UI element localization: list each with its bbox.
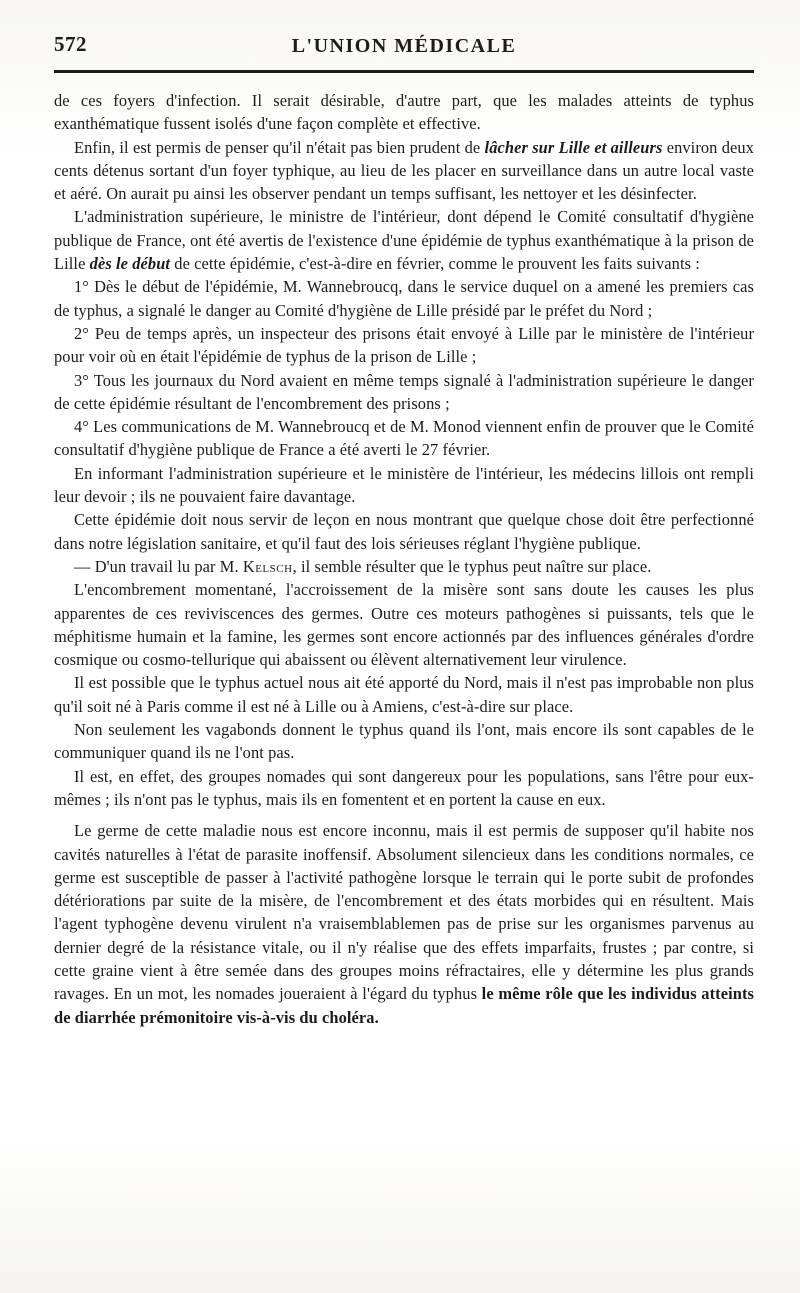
page-header [54,28,754,64]
paragraph-1: de ces foyers d'infection. Il serait désirable, d'autre part, que les malades atteints de typhus exanthématique fussent isolés d'une façon complète et effective. [54,91,754,134]
paragraph-5: Cette épidémie doit nous servir de leçon en nous montrant que quelque chose doit être perfectionné dans notre législation sanitaire, et qu'il faut des lois sérieuses réglant l'hygiène publique. [54,510,754,553]
italic-phrase: lâcher sur Lille et ailleurs [484,137,663,157]
paragraph-11: Le germe de cette maladie nous est encore inconnu, mais il est permis de supposer qu'il habite nos cavités naturelles à l'état de parasite inoffensif. Absolument silencieux dans les conditions normales, ce germe est susceptible de passer à l'activité pathogène lorsque le terrain qui le porte subit de profondes détériorations par suite de la misère, de l'encombrement et des états morbides qui en résultent. Mais l'agent typhogène devenu virulent n'a vraisemblablemen pas de prise sur les organismes parvenus au dernier degré de la résistance vitale, ou il n'y réalise que des effets imparfaits, frustes ; par contre, si cette graine vient à être semée dans des groupes moins réfractaires, elle y détermine les plus grands ravages. En un mot, les nomades joueraient à l'égard du typhus le même rôle que les individus atteints de diarrhée prémonitoire vis-à-vis du choléra. [54,821,754,1027]
paragraph-3: L'administration supérieure, le ministre de l'intérieur, dont dépend le Comité consultatif d'hygiène publique de France, ont été avertis de l'existence d'une épidémie de typhus exanthématique à la prison de Lille dès le début de cette épidémie, c'est-à-dire en février, comme le prouvent les faits suivants : [54,207,754,274]
paragraph-2: Enfin, il est permis de penser qu'il n'était pas bien prudent de lâcher sur Lille et ailleurs environ deux cents détenus sortant d'un foyer typhique, au lieu de les placer en surveillance dans un autre local vaste et aéré. On aurait pu ainsi les observer pendant un temps suffisant, les nettoyer et les désinfecter. [54,137,755,204]
page-number: 572 [54,32,87,56]
bold-conclusion: le même rôle que les individus atteints de diarrhée prémonitoire vis-à-vis du choléra. [54,984,754,1027]
paragraph-9: Non seulement les vagabonds donnent le typhus quand ils l'ont, mais encore ils sont capables de le communiquer quand ils ne l'ont pas. [54,720,754,763]
italic-phrase: dès le début [89,254,171,274]
paragraph-4: En informant l'administration supérieure et le ministère de l'intérieur, les médecins lillois ont rempli leur devoir ; ils ne pouvaient faire davantage. [54,463,754,507]
paragraph-10: Il est, en effet, des groupes nomades qui sont dangereux pour les populations, sans l'être pour eux-mêmes ; ils n'ont pas le typhus, mais ils en fomentent et en portent la cause en eux. [54,766,754,809]
paragraph-6: — D'un travail lu par M. Kelsch, il semble résulter que le typhus peut naître sur place. [74,556,652,576]
list-item-4: 4° Les communications de M. Wannebroucq et de M. Monod viennent enfin de prouver que le Comité consultatif d'hygiène publique de France a été averti le 27 février. [54,417,754,460]
list-item-1: 1° Dès le début de l'épidémie, M. Wannebroucq, dans le service duquel on a amené les premiers cas de typhus, a signalé le danger au Comité d'hygiène de Lille présidé par le préfet du Nord ; [54,277,754,320]
list-item-2: 2° Peu de temps après, un inspecteur des prisons était envoyé à Lille par le ministère de l'intérieur pour voir où en était l'épidémie de typhus de la prison de Lille ; [54,323,754,367]
list-item-3: 3° Tous les journaux du Nord avaient en même temps signalé à l'administration supérieure le danger de cette épidémie résultant de l'encombrement des prisons ; [54,370,754,413]
running-title: L'UNION MÉDICALE [291,34,517,57]
header-rule [54,70,754,73]
paragraph-7: L'encombrement momentané, l'accroissement de la misère sont sans doute les causes les plus apparentes de ces reviviscences des germes. Outre ces moteurs pathogènes si puissants, tels que le méphitisme humain et la famine, les germes sont encore actionnés par des influences générales d'ordre cosmique ou cosmo-tellurique qui abaissent ou élèvent alternativement leur virulence. [54,580,754,670]
paragraph-8: Il est possible que le typhus actuel nous ait été apporté du Nord, mais il n'est pas improbable non plus qu'il soit né à Paris comme il est né à Lille ou à Amiens, c'est-à-dire sur place. [54,673,754,716]
article-body [54,89,754,1029]
author-name: Kelsch [242,556,293,576]
